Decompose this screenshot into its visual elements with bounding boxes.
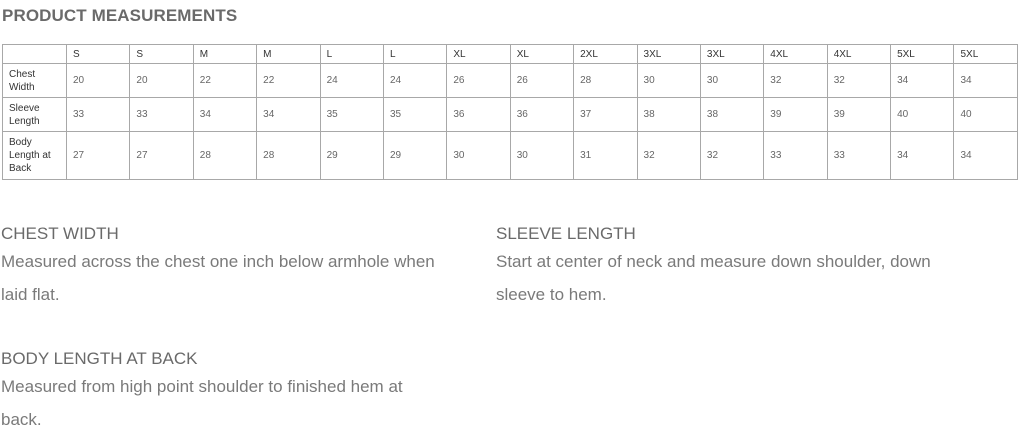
size-header-cell: 5XL xyxy=(891,45,954,64)
header-corner-cell xyxy=(3,45,67,64)
body-length-heading: BODY LENGTH AT BACK xyxy=(1,349,198,368)
table-cell: 31 xyxy=(574,132,637,180)
table-cell: 28 xyxy=(193,132,256,180)
table-cell: 27 xyxy=(67,132,130,180)
row-label-chest-width xyxy=(3,64,67,98)
size-header-cell: XL xyxy=(510,45,573,64)
body-length-text-line: back. xyxy=(1,410,42,429)
size-header-cell: 3XL xyxy=(637,45,700,64)
row-label-sleeve-length xyxy=(3,98,67,132)
row-label-line: Body xyxy=(9,137,32,148)
table-cell: 30 xyxy=(700,64,763,98)
size-header-cell: M xyxy=(257,45,320,64)
chest-width-description xyxy=(1,223,471,311)
sleeve-length-heading: SLEEVE LENGTH xyxy=(496,224,636,243)
table-cell: 32 xyxy=(764,64,827,98)
size-header-cell: 4XL xyxy=(764,45,827,64)
table-cell: 32 xyxy=(637,132,700,180)
table-cell: 29 xyxy=(320,132,383,180)
page-title: PRODUCT MEASUREMENTS xyxy=(2,6,238,25)
table-cell: 22 xyxy=(257,64,320,98)
table-cell: 30 xyxy=(510,132,573,180)
table-cell: 34 xyxy=(954,132,1018,180)
table-cell: 26 xyxy=(447,64,510,98)
table-cell: 36 xyxy=(447,98,510,132)
table-cell: 28 xyxy=(257,132,320,180)
size-header-cell: L xyxy=(383,45,446,64)
size-header-row xyxy=(3,45,1018,64)
table-cell: 38 xyxy=(637,98,700,132)
size-header-cell: 5XL xyxy=(954,45,1018,64)
table-cell: 35 xyxy=(320,98,383,132)
size-header-cell: XL xyxy=(447,45,510,64)
table-cell: 32 xyxy=(827,64,890,98)
size-header-cell: S xyxy=(67,45,130,64)
table-cell: 33 xyxy=(827,132,890,180)
row-label-line: Length xyxy=(9,115,40,127)
body-length-text-line: Measured from high point shoulder to finished hem at xyxy=(1,377,403,396)
table-cell: 34 xyxy=(193,98,256,132)
table-cell: 32 xyxy=(700,132,763,180)
table-row-chest-width xyxy=(3,64,1018,98)
table-cell: 29 xyxy=(383,132,446,180)
row-label-line: Width xyxy=(9,81,35,93)
row-label-line: Back xyxy=(9,163,32,174)
sleeve-length-description xyxy=(496,223,996,311)
size-header-cell: 2XL xyxy=(574,45,637,64)
table-cell: 36 xyxy=(510,98,573,132)
measurements-table xyxy=(2,44,1018,180)
table-cell: 34 xyxy=(954,64,1018,98)
row-label-body-length xyxy=(3,132,67,180)
table-cell: 40 xyxy=(954,98,1018,132)
table-cell: 26 xyxy=(510,64,573,98)
table-cell: 37 xyxy=(574,98,637,132)
table-cell: 33 xyxy=(67,98,130,132)
table-cell: 34 xyxy=(891,64,954,98)
row-label-line: Sleeve xyxy=(9,102,40,114)
body-length-description xyxy=(1,348,471,436)
table-cell: 20 xyxy=(130,64,193,98)
size-header-cell: L xyxy=(320,45,383,64)
size-header-cell: M xyxy=(193,45,256,64)
size-header-cell: 4XL xyxy=(827,45,890,64)
table-cell: 39 xyxy=(764,98,827,132)
chest-width-heading: CHEST WIDTH xyxy=(1,224,119,243)
chest-width-text-line: Measured across the chest one inch below armhole when xyxy=(1,252,435,271)
table-cell: 33 xyxy=(764,132,827,180)
sleeve-length-text-line: Start at center of neck and measure down shoulder, down xyxy=(496,252,931,271)
table-cell: 30 xyxy=(637,64,700,98)
row-label-line: Chest xyxy=(9,68,36,80)
size-header-cell: S xyxy=(130,45,193,64)
table-cell: 39 xyxy=(827,98,890,132)
table-cell: 38 xyxy=(700,98,763,132)
table-cell: 28 xyxy=(574,64,637,98)
table-row-body-length xyxy=(3,132,1018,180)
table-cell: 40 xyxy=(891,98,954,132)
size-header-cell: 3XL xyxy=(700,45,763,64)
table-cell: 35 xyxy=(383,98,446,132)
table-row-sleeve-length xyxy=(3,98,1018,132)
table-cell: 24 xyxy=(383,64,446,98)
table-cell: 34 xyxy=(257,98,320,132)
table-cell: 30 xyxy=(447,132,510,180)
table-cell: 22 xyxy=(193,64,256,98)
table-cell: 33 xyxy=(130,98,193,132)
chest-width-text-line: laid flat. xyxy=(1,285,60,304)
table-cell: 20 xyxy=(67,64,130,98)
row-label-line: Length at xyxy=(9,150,51,161)
table-cell: 27 xyxy=(130,132,193,180)
table-cell: 34 xyxy=(891,132,954,180)
table-cell: 24 xyxy=(320,64,383,98)
sleeve-length-text-line: sleeve to hem. xyxy=(496,285,607,304)
